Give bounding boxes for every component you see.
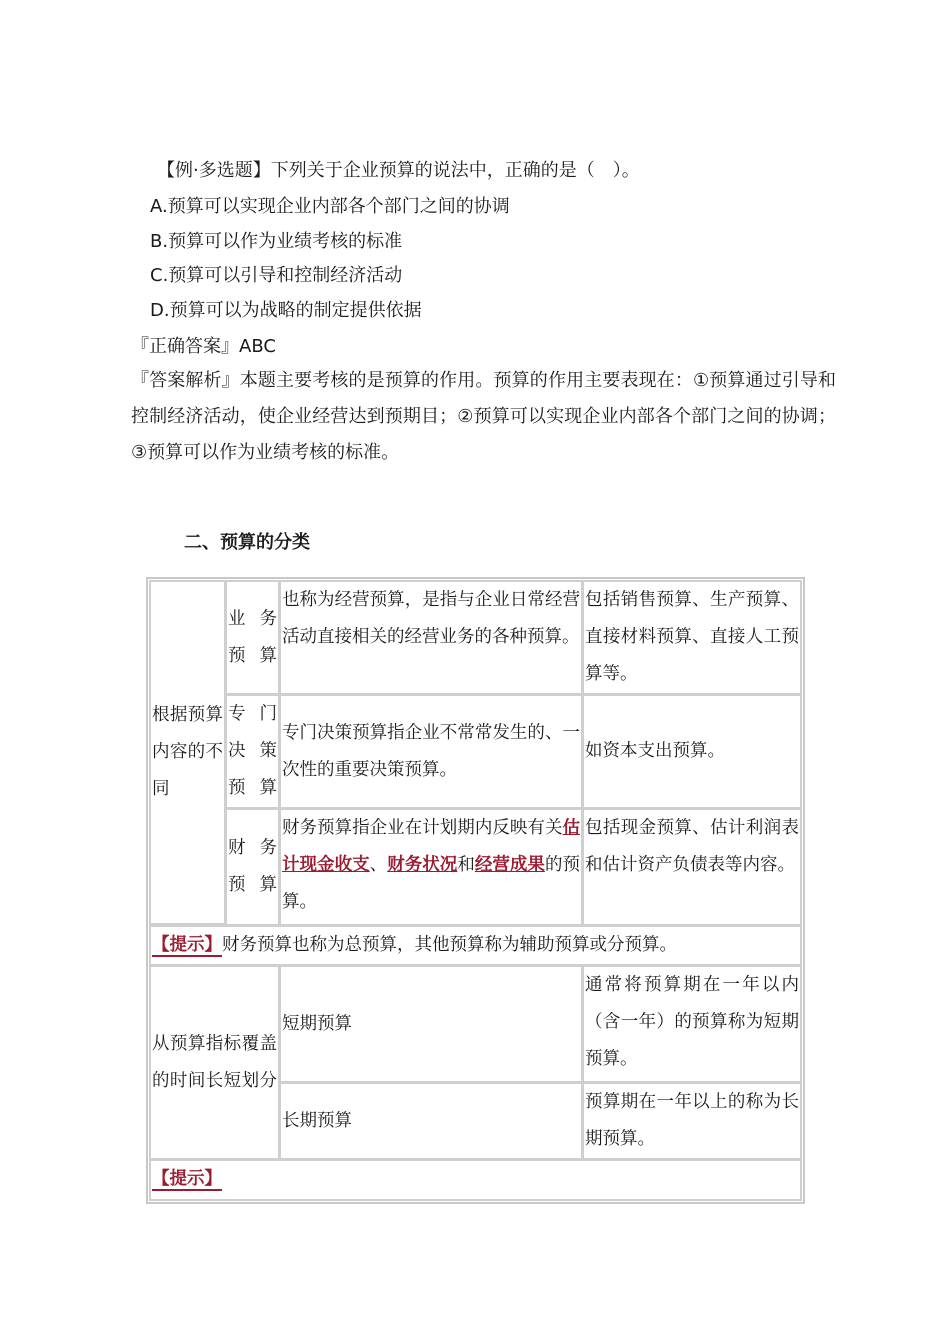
tip-label: 【提示】 (152, 1169, 222, 1189)
type-operating-budget: 业务预算 (225, 580, 280, 695)
type-long-term-budget: 长期预算 (279, 1082, 583, 1160)
keyword-cash: 估计现金收支 (282, 818, 580, 875)
type-special-decision-budget: 专门决策预算 (225, 694, 280, 809)
examples-operating-budget: 包括销售预算、生产预算、直接材料预算、直接人工预算等。 (582, 580, 802, 695)
option-d: D.预算可以为战略的制定提供依据 (150, 300, 422, 321)
examples-financial-budget: 包括现金预算、估计利润表和估计资产负债表等内容。 (582, 808, 802, 926)
def-special-decision-budget: 专门决策预算指企业不常常发生的、一次性的重要决策预算。 (279, 694, 583, 809)
keyword-operating-results: 经营成果 (474, 855, 545, 875)
answer: 『正确答案』ABC (131, 336, 276, 357)
option-b: B.预算可以作为业绩考核的标准 (150, 231, 403, 252)
section-title: 二、预算的分类 (184, 532, 310, 553)
def-short-term-budget: 通常将预算期在一年以内（含一年）的预算称为短期预算。 (582, 965, 802, 1083)
examples-special-decision-budget: 如资本支出预算。 (582, 694, 802, 809)
def-long-term-budget: 预算期在一年以上的称为长期预算。 (582, 1082, 802, 1160)
analysis: 『答案解析』本题主要考核的是预算的作用。预算的作用主要表现在：①预算通过引导和控制经济活动，使企业经营达到预期目；②预算可以实现企业内部各个部门之间的协调；③预算可以作为业绩考核的标准。 (131, 370, 836, 463)
question-stem: 【例·多选题】下列关于企业预算的说法中，正确的是（ ）。 (157, 160, 640, 181)
tip-text: 财务预算也称为总预算，其他预算称为辅助预算或分预算。 (222, 935, 677, 955)
type-short-term-budget: 短期预算 (279, 965, 583, 1083)
option-a: A.预算可以实现企业内部各个部门之间的协调 (150, 196, 510, 217)
group-label-term: 从预算指标覆盖的时间长短划分 (149, 965, 280, 1160)
tip-row-1 (149, 925, 802, 966)
tip-label: 【提示】 (152, 935, 222, 955)
type-financial-budget: 财务预算 (225, 808, 280, 926)
keyword-financial-position: 财务状况 (387, 855, 458, 875)
group-label-content: 根据预算内容的不同 (149, 580, 226, 925)
tip-row-2 (149, 1159, 802, 1201)
def-operating-budget: 也称为经营预算，是指与企业日常经营活动直接相关的经营业务的各种预算。 (279, 580, 583, 695)
option-c: C.预算可以引导和控制经济活动 (150, 265, 403, 286)
def-financial-budget: 财务预算指企业在计划期内反映有关估计现金收支、财务状况和经营成果的预算。 (279, 808, 583, 926)
